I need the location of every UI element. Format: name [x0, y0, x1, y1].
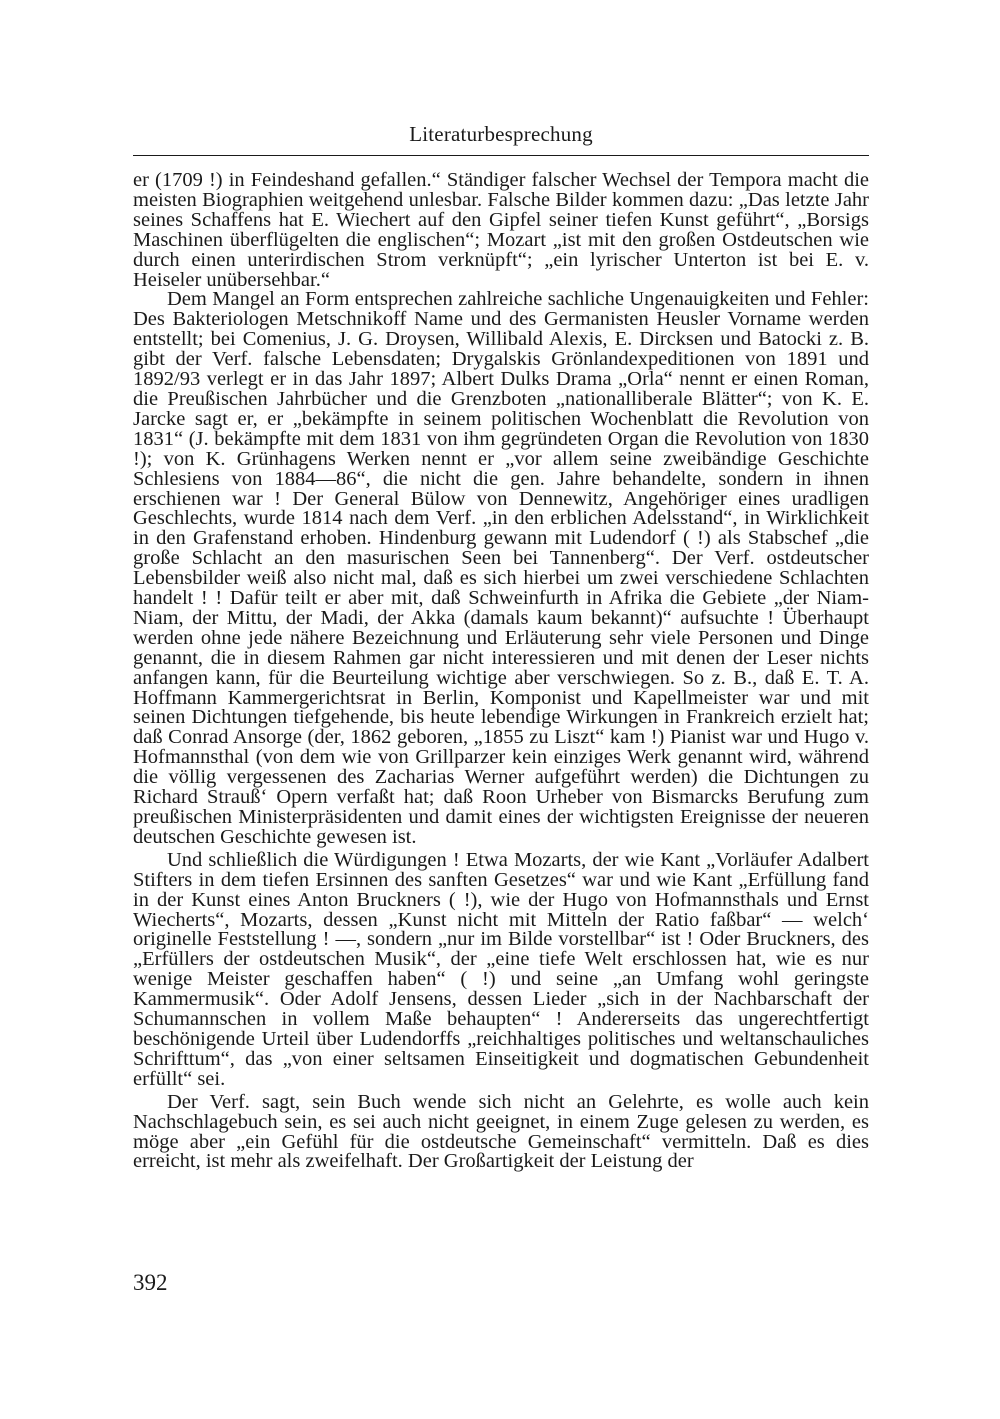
- header-rule: [133, 155, 869, 156]
- paragraph-conclusion: Der Verf. sagt, sein Buch wende sich nicht an Gelehrte, es wolle auch kein Nachschlagebuch sein, es sei auch nicht geeignet, in einem Zuge gelesen zu werden, es möge aber „ein Gefühl für die ostdeutsche Gemeinschaft“ vermitteln. Daß es dies erreicht, ist mehr als zweifelhaft. Der Großartigkeit der Leistung der: [133, 1090, 869, 1173]
- running-head-title: Literaturbesprechung: [409, 122, 593, 146]
- body-text: [133, 171, 869, 1172]
- paragraph-appraisals: Und schließlich die Würdigungen ! Etwa Mozarts, der wie Kant „Vorläufer Adalbert Stifters in dem tiefen Ersinnen des sanften Gesetzes“ war und wie Kant „Erfüllung fand in der Kunst eines Anton Bruckners ( !), wie der Hugo von Hofmannsthals und Ernst Wiecherts“, Mozarts, dessen „Kunst nicht mit Mitteln der Ratio faßbar“ — welch‘ originelle Feststellung ! —, sondern „nur im Bilde vorstellbar“ ist ! Oder Bruckners, des „Erfüllers der ostdeutschen Musik“, der „eine tiefe Welt erschlossen hat, wie es nur wenige Meister geschaffen haben“ ( !) und seine „an Umfang wohl geringste Kammermusik“. Oder Adolf Jensens, dessen Lieder „sich in der Nachbarschaft der Schumannschen in vollem Maße behaupten“ ! Andererseits das ungerechtfertigt beschönigende Urteil über Ludendorffs „reichhaltiges politisches und weltanschauliches Schrifttum“, das „von einer seltsamen Einseitigkeit und dogmatischen Gebundenheit erfüllt“ sei.: [133, 848, 869, 1090]
- page-number: 392: [133, 1270, 168, 1295]
- document-page: [133, 0, 869, 1419]
- paragraph-errors: Dem Mangel an Form entsprechen zahlreiche sachliche Ungenauigkeiten und Fehler: Des Bakteriologen Metschnikoff Name und des Germanisten Heusler Vorname werden entstellt; bei Comenius, J. G. Droysen, Willibald Alexis, E. Dircksen und Batocki z. B. gibt der Verf. falsche Lebensdaten; Drygalskis Grönlandexpeditionen von 1891 und 1892/93 verlegt er in das Jahr 1897; Albert Dulks Drama „Orla“ nennt er einen Roman, die Preußischen Jahrbücher und die Grenzboten „nationalliberale Blätter“; von K. E. Jarcke sagt er, er „bekämpfte in seinem politischen Wochenblatt die Revolution von 1831“ (J. bekämpfte mit dem 1831 von ihm gegründeten Organ die Revolution von 1830 !); von K. Grünhagens Werken nennt er „vor allem seine zweibändige Geschichte Schlesiens von 1884—86“, die nicht die gen. Jahre behandelte, sondern in ihnen erschienen war ! Der General Bülow von Dennewitz, Angehöriger eines uradligen Geschlechts, wurde 1814 nach dem Verf. „in den erblichen Adelsstand“, in Wirklichkeit in den Grafenstand erhoben. Hindenburg gewann mit Ludendorf ( !) als Stabschef „die große Schlacht an den masurischen Seen bei Tannenberg“. Der Verf. ostdeutscher Lebensbilder weiß also nicht mal, daß es sich hierbei um zwei verschiedene Schlachten handelt ! ! Dafür teilt er aber mit, daß Schweinfurth in Afrika die Gebiete „der Niam-Niam, der Mittu, der Madi, der Akka (damals kaum bekannt)“ aufsuchte ! Überhaupt werden ohne jede nähere Bezeichnung und Erläuterung sehr viele Personen und Dinge genannt, die in diesem Rahmen gar nicht interessieren und mit denen der Leser nichts anfangen kann, für die Beurteilung wichtige aber verschwiegen. So z. B., daß E. T. A. Hoffmann Kammergerichtsrat in Berlin, Komponist und Kapellmeister war und mit seinen Dichtungen tiefgehende, bis heute lebendige Wirkungen in Frankreich erzielt hat; daß Conrad Ansorge (der, 1862 geboren, „1855 zu Liszt“ kam !) Pianist war und Hugo v. Hofmannsthal (von dem wie von Grillparzer kein einziges Werk genannt wird, während die völlig vergessenen des Zacharias Werner aufgeführt werden) die Dichtungen zu Richard Strauß‘ Opern verfaßt hat; daß Roon Urheber von Bismarcks Berufung zum preußischen Ministerpräsidenten und damit eines der wichtigsten Ereignisse der neueren deutschen Geschichte gewesen ist.: [133, 288, 869, 848]
- paragraph-continuation: er (1709 !) in Feindeshand gefallen.“ Ständiger falscher Wechsel der Tempora macht die meisten Biographien weitgehend unlesbar. Falsche Bilder kommen dazu: „Das letzte Jahr seines Schaffens hat E. Wiechert auf den Gipfel seiner tiefen Kunst geführt“, „Borsigs Maschinen überflügelten die englischen“; Mozart „ist mit den großen Ostdeutschen wie durch einen unterirdischen Strom verknüpft“; „ein lyrischer Unterton ist bei E. v. Heiseler unübersehbar.“: [133, 169, 869, 291]
